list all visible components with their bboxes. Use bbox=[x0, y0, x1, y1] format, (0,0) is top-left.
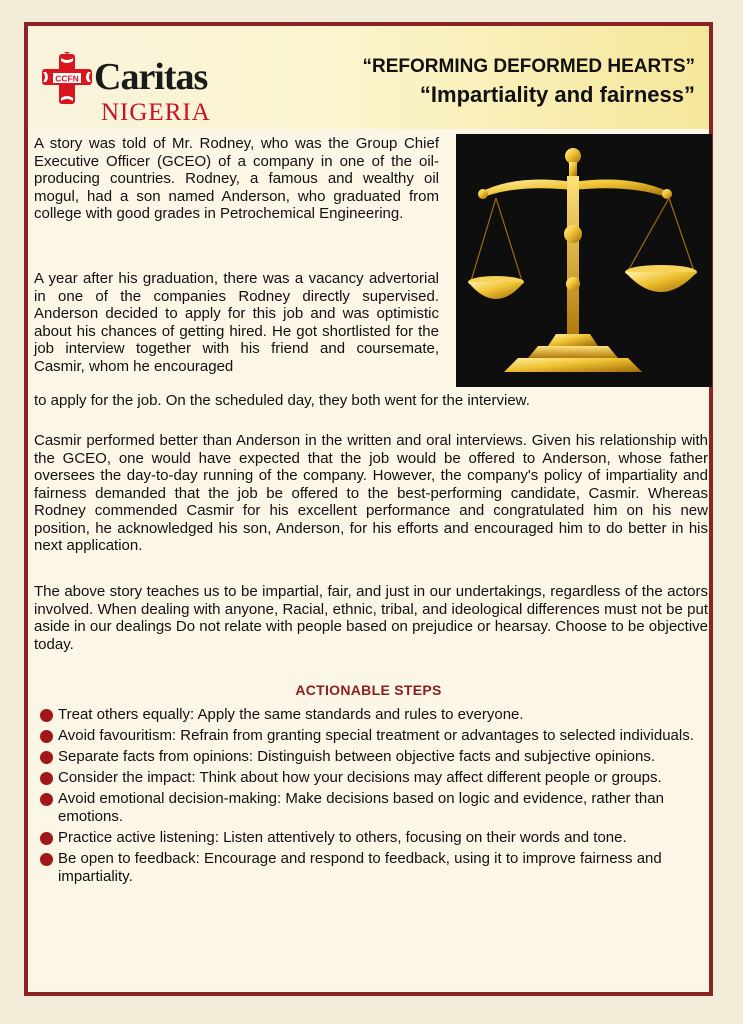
logo-badge: CCFN bbox=[55, 73, 79, 84]
story-paragraph-4: The above story teaches us to be impartial, fair, and just in our undertakings, regardless of the actors involved. When dealing with anyone, Racial, ethnic, tribal, and ideological differences must not be put aside in our dealings Do not relate with people based on prejudice or hearsay. Choose to be objective today. bbox=[34, 583, 708, 653]
cross-icon bbox=[40, 52, 94, 106]
step-text: Consider the impact: Think about how your decisions may affect different people or groups. bbox=[58, 769, 662, 786]
bullet-icon bbox=[40, 772, 53, 785]
scales-of-justice-icon bbox=[456, 134, 712, 387]
step-text: Avoid emotional decision-making: Make decisions based on logic and evidence, rather than emotions. bbox=[58, 790, 664, 825]
story-paragraph-2-continued: to apply for the job. On the scheduled day, they both went for the interview. bbox=[34, 392, 530, 409]
caritas-logo bbox=[40, 52, 250, 132]
scales-image bbox=[456, 134, 712, 387]
bullet-icon bbox=[40, 751, 53, 764]
logo-name: Caritas bbox=[94, 56, 208, 98]
step-item bbox=[40, 706, 700, 724]
logo-country: NIGERIA bbox=[101, 99, 211, 126]
header bbox=[28, 26, 709, 129]
step-text: Be open to feedback: Encourage and respond to feedback, using it to improve fairness and impartiality. bbox=[58, 850, 662, 885]
story-paragraph-3: Casmir performed better than Anderson in the written and oral interviews. Given his relationship with the GCEO, one would have expected that the job would be offered to Anderson, whose father oversees the day-to-day running of the company. However, the company's policy of impartiality and fairness demanded that the job be offered to the best-performing candidate, Casmir. Whereas Rodney commended Casmir for his excellent performance and congratulated him on his new position, he acknowledged his son, Anderson, for his efforts and encouraged him to do better in his next application. bbox=[34, 432, 708, 554]
steps-heading: ACTIONABLE STEPS bbox=[295, 682, 442, 698]
step-text: Separate facts from opinions: Distinguish between objective facts and subjective opinions. bbox=[58, 748, 656, 765]
story-paragraph-1: A story was told of Mr. Rodney, who was the Group Chief Executive Officer (GCEO) of a company in one of the oil-producing countries. Rodney, a famous and wealthy oil mogul, had a son named Anderson, who graduated from college with good grades in Petrochemical Engineering. bbox=[34, 135, 439, 222]
story-paragraph-2: A year after his graduation, there was a vacancy advertorial in one of the companies Rodney directly supervised. Anderson decided to apply for this job and was optimistic about his chances of getting hired. He got shortlisted for the job interview together with his friend and coursemate, Casmir, whom he encouraged bbox=[34, 270, 439, 375]
steps-list bbox=[40, 706, 700, 889]
step-item bbox=[40, 790, 700, 826]
step-item bbox=[40, 829, 700, 847]
step-item bbox=[40, 727, 700, 745]
page-frame bbox=[24, 22, 713, 996]
step-item bbox=[40, 748, 700, 766]
bullet-icon bbox=[40, 853, 53, 866]
step-text: Practice active listening: Listen attentively to others, focusing on their words and tone. bbox=[58, 829, 627, 846]
page-title: “REFORMING DEFORMED HEARTS” bbox=[362, 56, 695, 77]
step-item bbox=[40, 850, 700, 886]
step-text: Avoid favouritism: Refrain from granting special treatment or advantages to selected individuals. bbox=[58, 727, 694, 744]
page-subtitle: “Impartiality and fairness” bbox=[419, 82, 695, 107]
step-text: Treat others equally: Apply the same standards and rules to everyone. bbox=[58, 706, 524, 723]
bullet-icon bbox=[40, 793, 53, 806]
bullet-icon bbox=[40, 709, 53, 722]
bullet-icon bbox=[40, 832, 53, 845]
step-item bbox=[40, 769, 700, 787]
bullet-icon bbox=[40, 730, 53, 743]
